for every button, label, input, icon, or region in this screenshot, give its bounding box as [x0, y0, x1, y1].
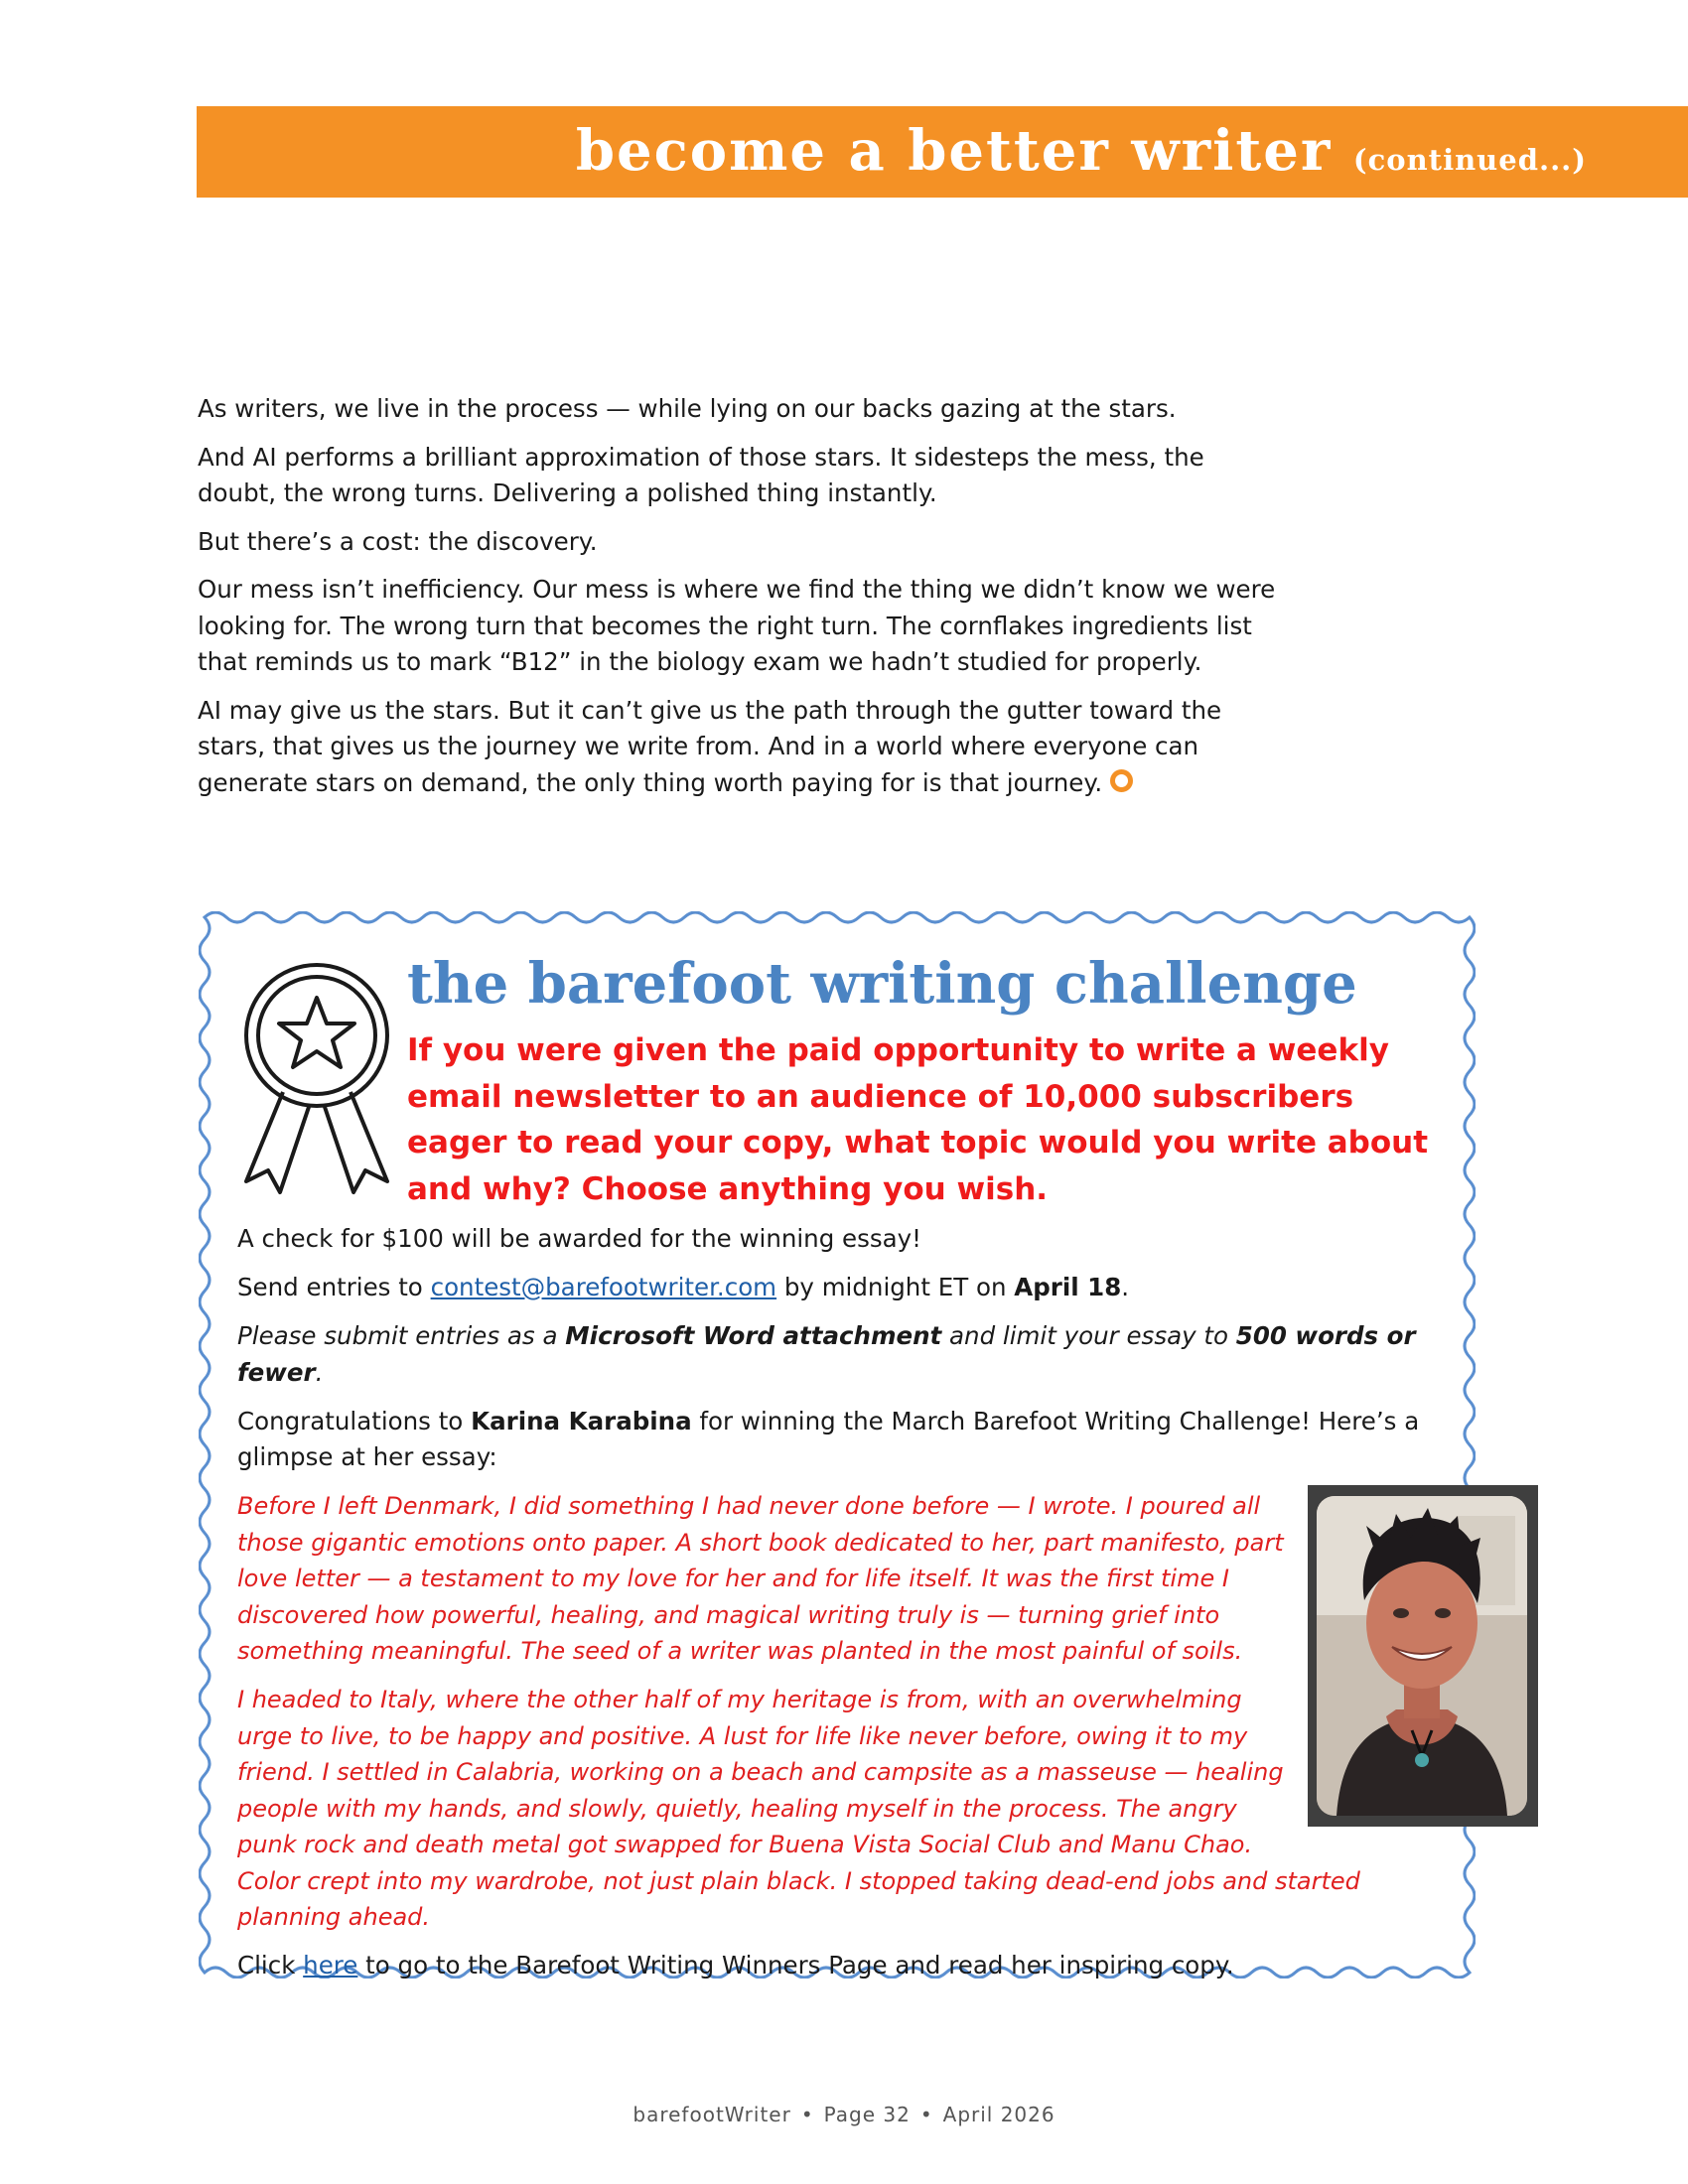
article-body	[198, 391, 1290, 813]
footer-date: April 2026	[942, 2103, 1055, 2126]
page-footer	[0, 2103, 1688, 2126]
send-entries-line	[237, 1270, 1444, 1306]
winners-page-line	[237, 1948, 1444, 1984]
submit-middle: and limit your essay to	[941, 1321, 1236, 1350]
submit-suffix: .	[315, 1357, 324, 1387]
click-prefix: Click	[237, 1951, 304, 1979]
winner-photo-frame	[1308, 1485, 1538, 1827]
page-title	[576, 114, 1587, 197]
send-prefix: Send entries to	[237, 1273, 431, 1301]
winner-portrait	[1317, 1496, 1527, 1816]
essay-paragraph: I headed to Italy, where the other half of my heritage is from, with an overwhelming urge to live, to be happy and positive. A lust for life like never before, owing it to my friend. I settled in Calabria, working on a beach and campsite as a masseuse — healing people with my hands, and slowly, quietly, healing myself in the process. The angry punk rock and death metal got swapped for Buena Vista Social Club and Manu Chao. Color crept into my wardrobe, not just plain black. I stopped taking dead-end jobs and started planning ahead.	[237, 1686, 1360, 1931]
article-paragraph: And AI performs a brilliant approximation of those stars. It sidesteps the mess, the doubt, the wrong turns. Delivering a polished thing instantly.	[198, 442, 1204, 507]
challenge-prompt: If you were given the paid opportunity to write a weekly email newsletter to an audience of 10,000 subscribers eager to read your copy, what topic would you write about and why? Choose anything you wish.	[407, 1032, 1429, 1207]
article-paragraph: But there’s a cost: the discovery.	[198, 526, 598, 556]
congrats-suffix: for winning the March Barefoot Writing Challenge! Here’s a glimpse at her essay:	[237, 1406, 1420, 1471]
send-suffix: .	[1121, 1273, 1130, 1301]
winner-name: Karina Karabina	[471, 1406, 692, 1435]
article-paragraph-last	[198, 693, 1290, 802]
congrats-prefix: Congratulations to	[237, 1406, 472, 1435]
footer-publication: barefootWriter	[633, 2103, 791, 2126]
submit-prefix: Please submit entries as a	[237, 1321, 566, 1350]
submit-format: Microsoft Word attachment	[565, 1321, 942, 1350]
footer-separator: •	[800, 2103, 814, 2126]
article-paragraph: Our mess isn’t inefficiency. Our mess is where we find the thing we didn’t know we were looking for. The wrong turn that becomes the right turn. The cornflakes ingredients list that reminds us to mark “B12” in the biology exam we hadn’t studied for properly.	[198, 575, 1276, 676]
winner-photo	[1317, 1496, 1527, 1816]
essay-paragraph: Before I left Denmark, I did something I had never done before — I wrote. I poured all those gigantic emotions onto paper. A short book dedicated to her, part manifesto, part love letter — a testament to my love for her and for life itself. It was the first time I discovered how powerful, healing, and magical writing truly is — turning grief into something meaningful. The seed of a writer was planted in the most painful of soils.	[237, 1492, 1284, 1665]
winners-page-link[interactable]: here	[303, 1951, 358, 1979]
end-mark-icon	[1110, 769, 1133, 792]
send-middle: by midnight ET on	[776, 1273, 1015, 1301]
header-banner	[197, 106, 1688, 198]
word-limit: 500 words or fewer	[237, 1321, 1416, 1387]
essay-excerpt	[237, 1488, 1444, 1936]
footer-page-number: Page 32	[823, 2103, 911, 2126]
deadline-date: April 18	[1014, 1273, 1122, 1301]
footer-separator: •	[919, 2103, 933, 2126]
click-suffix: to go to the Barefoot Writing Winners Page and read her inspiring copy.	[357, 1951, 1234, 1979]
submit-instructions	[237, 1318, 1444, 1391]
article-paragraph: As writers, we live in the process — while lying on our backs gazing at the stars.	[198, 394, 1177, 423]
congrats-line	[237, 1404, 1444, 1476]
award-ribbon-icon	[236, 961, 397, 1199]
contest-email-link[interactable]: contest@barefootwriter.com	[430, 1273, 777, 1301]
award-line: A check for $100 will be awarded for the winning essay!	[237, 1224, 921, 1253]
challenge-title: the barefoot writing challenge	[407, 951, 1357, 1017]
article-paragraph-text: AI may give us the stars. But it can’t give us the path through the gutter toward the stars, that gives us the journey we write from. And in a world where everyone can generate stars on demand, the only thing worth paying for is that journey.	[198, 695, 1222, 797]
continued-label: (continued...)	[1352, 143, 1587, 177]
page-title-text: become a better writer	[575, 118, 1333, 184]
challenge-body	[237, 1221, 1444, 1996]
